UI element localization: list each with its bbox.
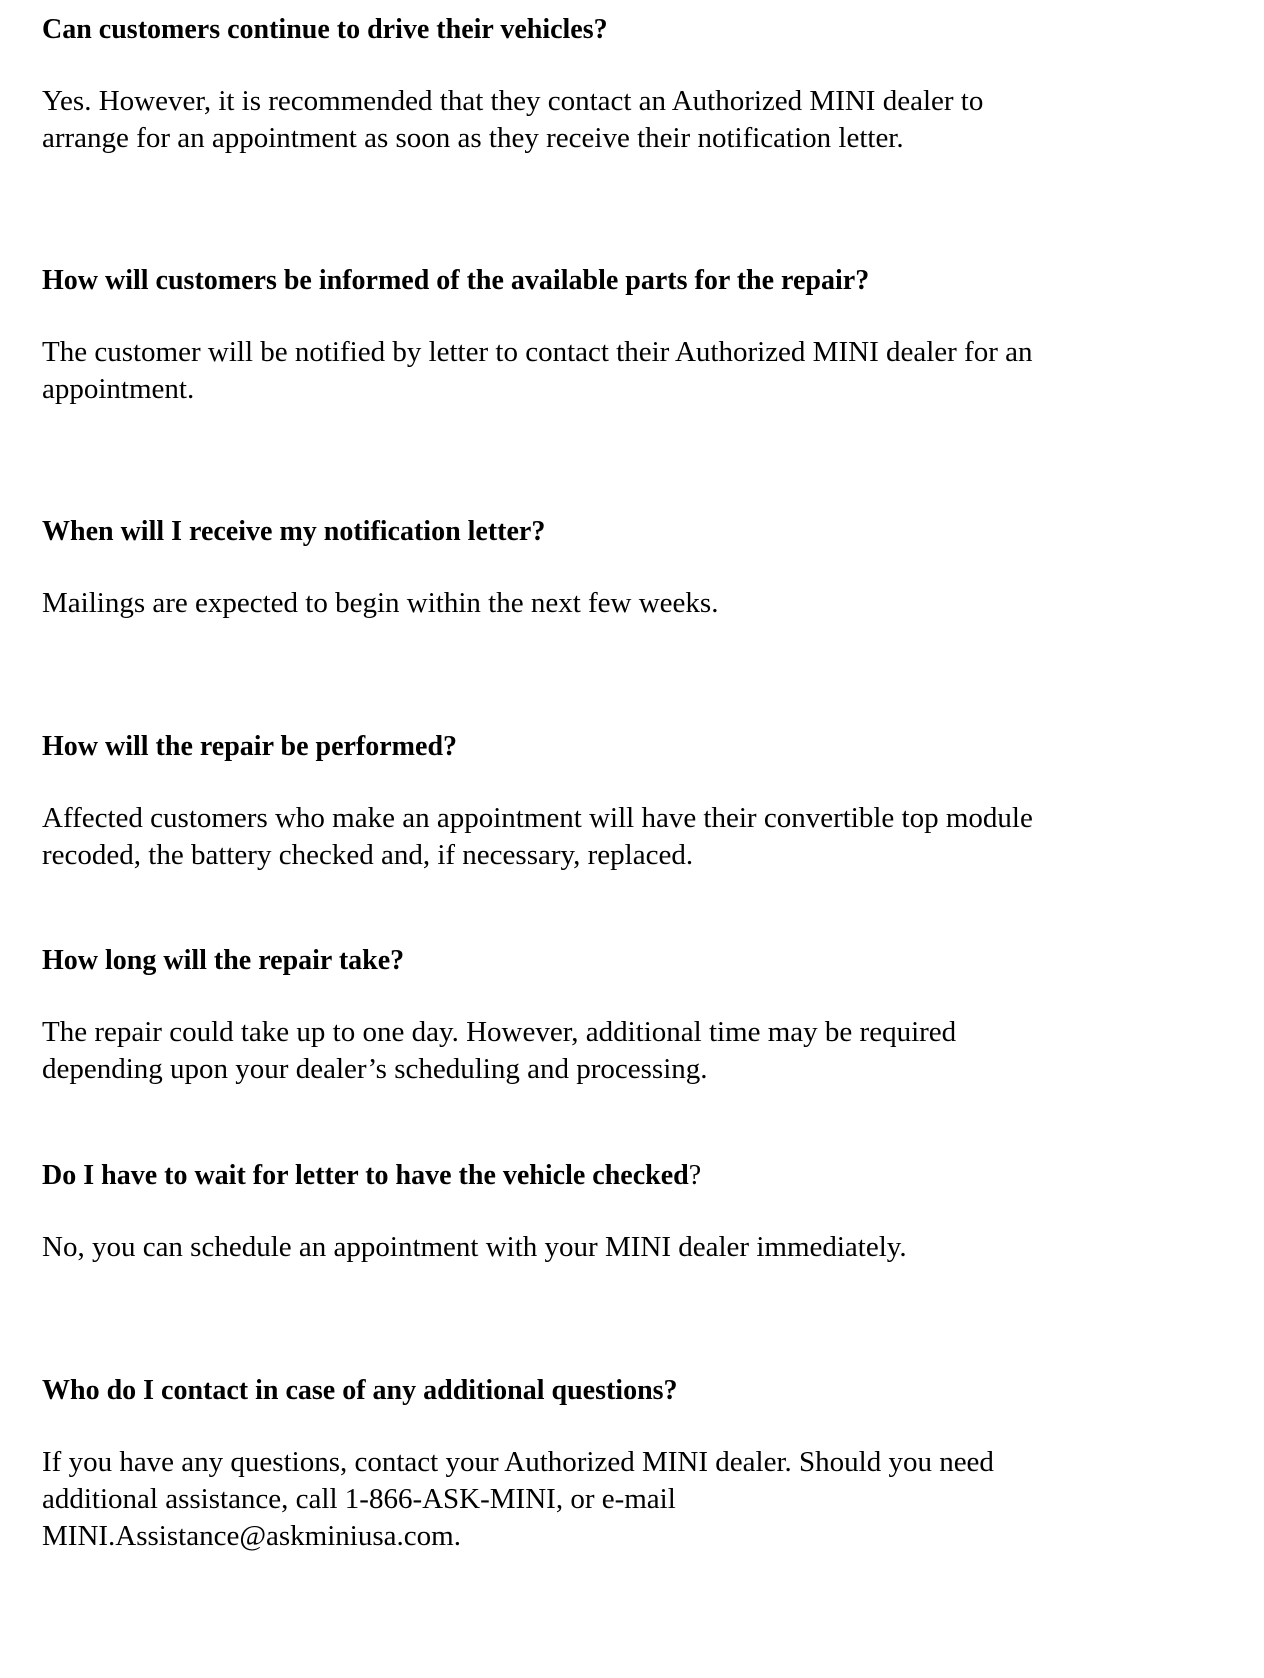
faq-question-notification-letter: When will I receive my notification letter? — [42, 516, 546, 547]
faq-answer-repair-duration — [42, 1014, 956, 1088]
answer-line: No, you can schedule an appointment with your MINI dealer immediately. — [42, 1231, 907, 1263]
faq-question-wait-for-letter — [42, 1157, 701, 1194]
question-mark: ? — [688, 1160, 702, 1191]
faq-answer-drive-vehicles — [42, 83, 983, 157]
answer-line: The customer will be notified by letter to contact their Authorized MINI dealer for an — [42, 336, 1033, 368]
question-text: Do I have to wait for letter to have the vehicle checked — [42, 1160, 689, 1191]
answer-line: depending upon your dealer’s scheduling and processing. — [42, 1053, 708, 1085]
answer-line: recoded, the battery checked and, if necessary, replaced. — [42, 839, 694, 871]
faq-question-repair-duration: How long will the repair take? — [42, 945, 405, 976]
faq-answer-wait-for-letter — [42, 1229, 907, 1266]
answer-line: additional assistance, call 1-866-ASK-MINI, or e-mail — [42, 1483, 676, 1515]
answer-line: appointment. — [42, 373, 195, 405]
answer-line: The repair could take up to one day. However, additional time may be required — [42, 1016, 957, 1048]
faq-question-repair-performed: How will the repair be performed? — [42, 731, 458, 762]
answer-line: If you have any questions, contact your Authorized MINI dealer. Should you need — [42, 1446, 994, 1478]
faq-answer-parts-informed — [42, 334, 1033, 408]
faq-question-additional-questions: Who do I contact in case of any additional questions? — [42, 1375, 678, 1406]
faq-answer-notification-letter — [42, 585, 718, 622]
answer-line: arrange for an appointment as soon as they receive their notification letter. — [42, 122, 904, 154]
faq-answer-repair-performed — [42, 800, 1033, 874]
contact-email: MINI.Assistance@askminiusa.com. — [42, 1520, 461, 1552]
faq-answer-additional-questions — [42, 1444, 994, 1555]
faq-question-parts-informed: How will customers be informed of the available parts for the repair? — [42, 265, 870, 296]
answer-line: Yes. However, it is recommended that they contact an Authorized MINI dealer to — [42, 85, 984, 117]
faq-question-drive-vehicles: Can customers continue to drive their vehicles? — [42, 14, 608, 45]
answer-line: Affected customers who make an appointment will have their convertible top module — [42, 802, 1033, 834]
answer-line: Mailings are expected to begin within the next few weeks. — [42, 587, 719, 619]
